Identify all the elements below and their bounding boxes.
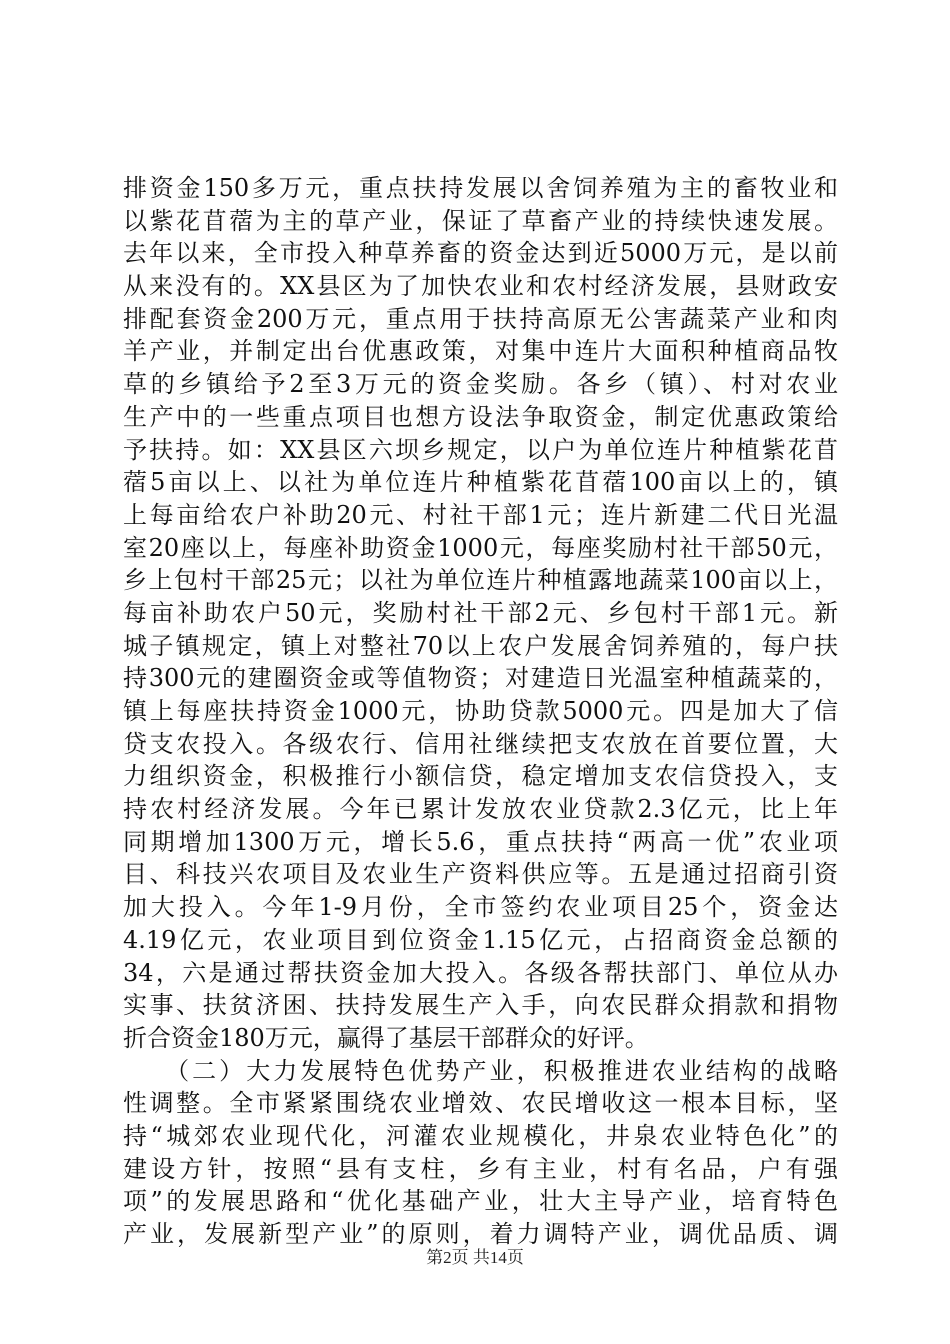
text-line: 实事、扶贫济困、扶持发展生产入手，向农民群众捐款和捐物 — [123, 991, 838, 1020]
text-line: 加大投入。今年1-9月份，全市签约农业项目25个，资金达 — [123, 893, 838, 922]
text-line: 草的乡镇给予2至3万元的资金奖励。各乡（镇）、村对农业 — [123, 370, 838, 399]
text-line: 排资金150多万元，重点扶持发展以舍饲养殖为主的畜牧业和 — [123, 174, 838, 202]
text-line: 从来没有的。XX县区为了加快农业和农村经济发展，县财政安 — [123, 272, 838, 301]
text-line: 持农村经济发展。今年已累计发放农业贷款2.3亿元，比上年 — [123, 795, 838, 824]
text-line: 城子镇规定，镇上对整社70以上农户发展舍饲养殖的，每户扶 — [123, 631, 838, 660]
text-line: 室20座以上，每座补助资金1000元，每座奖励村社干部50元， — [123, 533, 838, 562]
text-line: 目、科技兴农项目及农业生产资料供应等。五是通过招商引资 — [123, 860, 838, 889]
text-line: （二）大力发展特色优势产业，积极推进农业结构的战略 — [123, 1056, 838, 1085]
text-line: 产业，发展新型产业”的原则，着力调特产业，调优品质、调 — [123, 1220, 838, 1248]
text-line: 蓿5亩以上、以社为单位连片种植紫花苜蓿100亩以上的，镇 — [123, 468, 838, 497]
text-line: 力组织资金，积极推行小额信贷，稳定增加支农信贷投入，支 — [123, 762, 838, 791]
text-line: 项”的发展思路和“优化基础产业，壮大主导产业，培育特色 — [123, 1187, 838, 1216]
text-line: 予扶持。如：XX县区六坝乡规定，以户为单位连片种植紫花苜 — [123, 435, 838, 464]
text-line: 贷支农投入。各级农行、信用社继续把支农放在首要位置，大 — [123, 729, 838, 758]
body-text — [123, 172, 838, 1251]
text-line: 上每亩给农户补助20元、村社干部1元；连片新建二代日光温 — [123, 500, 838, 529]
text-line: 34，六是通过帮扶资金加大投入。各级各帮扶部门、单位从办 — [123, 958, 838, 987]
text-line: 去年以来，全市投入种草养畜的资金达到近5000万元，是以前 — [123, 239, 838, 268]
text-line: 以紫花苜蓿为主的草产业，保证了草畜产业的持续快速发展。 — [123, 206, 838, 235]
text-line: 生产中的一些重点项目也想方设法争取资金，制定优惠政策给 — [123, 402, 838, 431]
page-number-footer: 第2页 共14页 — [426, 1248, 524, 1267]
text-line: 持300元的建圈资金或等值物资；对建造日光温室种植蔬菜的， — [123, 664, 838, 693]
text-line: 折合资金180万元，赢得了基层干部群众的好评。 — [123, 1023, 649, 1052]
text-line: 乡上包村干部25元；以社为单位连片种植露地蔬菜100亩以上， — [123, 566, 838, 595]
text-line: 羊产业，并制定出台优惠政策，对集中连片大面积种植商品牧 — [123, 337, 838, 366]
text-line: 镇上每座扶持资金1000元，协助贷款5000元。四是加大了信 — [123, 697, 838, 725]
text-line: 性调整。全市紧紧围绕农业增效、农民增收这一根本目标，坚 — [123, 1089, 838, 1118]
text-line: 每亩补助农户50元，奖励村社干部2元、乡包村干部1元。新 — [123, 598, 838, 627]
text-line: 同期增加1300万元，增长5.6，重点扶持“两高一优”农业项 — [123, 827, 838, 856]
text-line: 排配套资金200万元，重点用于扶持高原无公害蔬菜产业和肉 — [123, 304, 838, 333]
text-line: 持“城郊农业现代化，河灌农业规模化，井泉农业特色化”的 — [123, 1121, 838, 1150]
text-line: 建设方针，按照“县有支柱，乡有主业，村有名品，户有强 — [123, 1154, 838, 1183]
text-line: 4.19亿元，农业项目到位资金1.15亿元，占招商资金总额的 — [123, 925, 838, 954]
